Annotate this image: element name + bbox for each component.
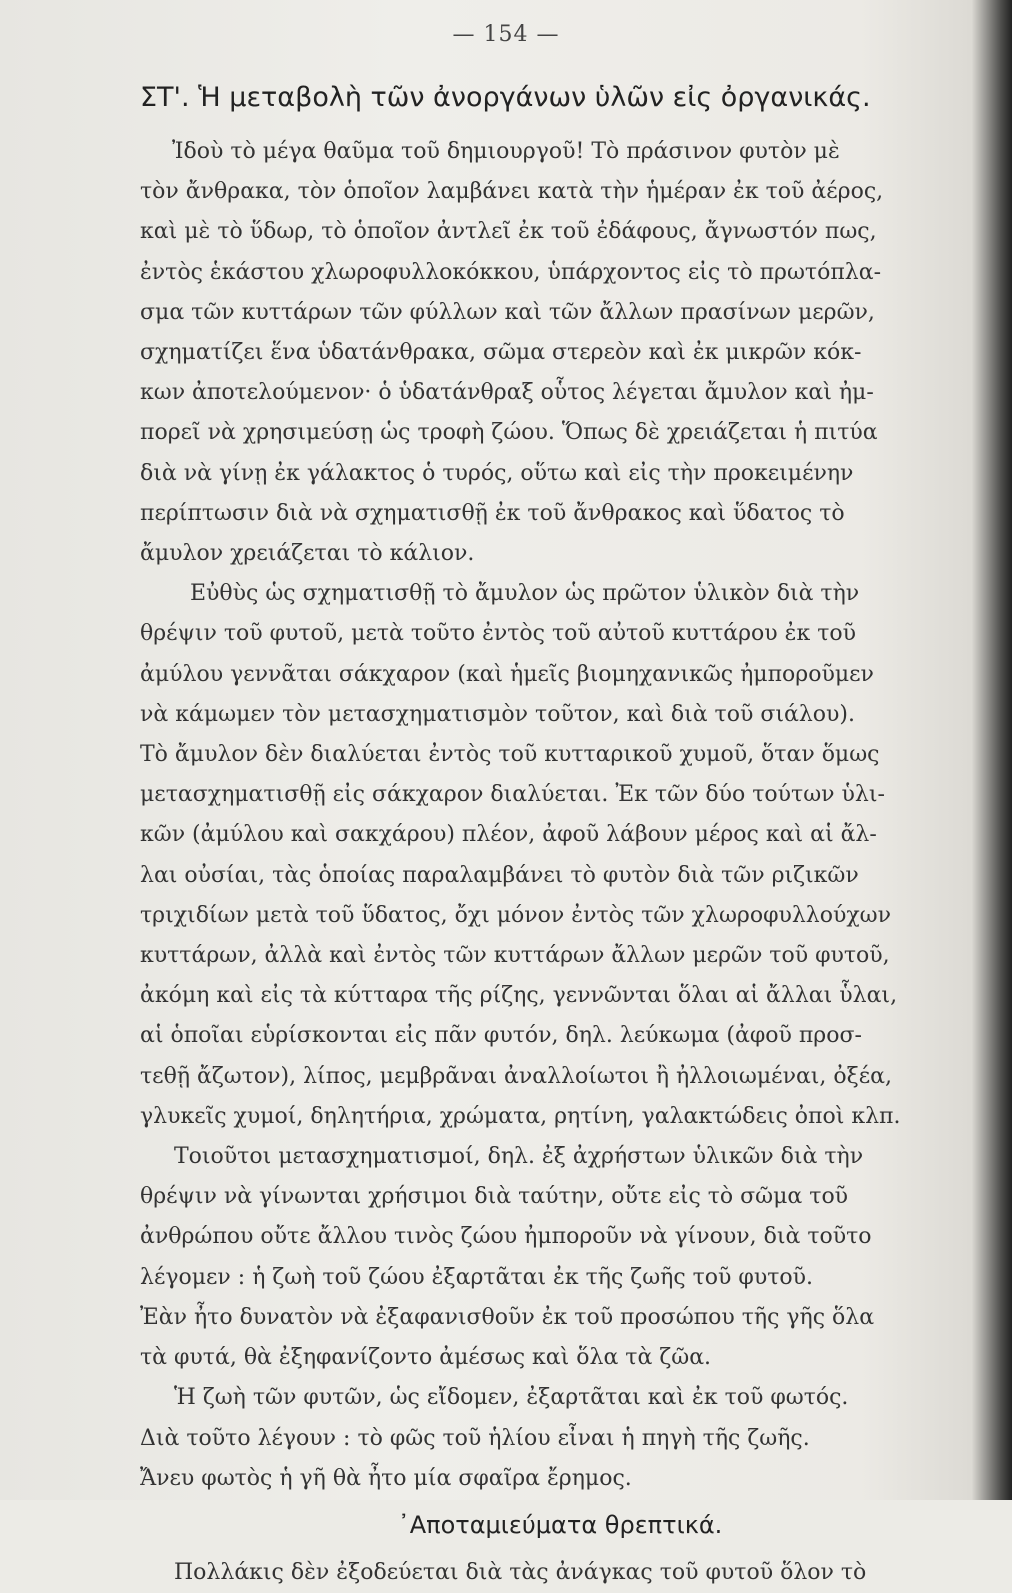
text-line: Ἰδοὺ τὸ μέγα θαῦμα τοῦ δημιουργοῦ! Τὸ πράσινον φυτὸν μὲ — [172, 139, 840, 164]
text-line: θρέψιν τοῦ φυτοῦ, μετὰ τοῦτο ἐντὸς τοῦ αὐτοῦ κυττάρου ἐκ τοῦ — [140, 621, 856, 647]
page-number: — 154 — — [452, 22, 560, 47]
text-line: Τὸ ἄμυλον δὲν διαλύεται ἐντὸς τοῦ κυτταρικοῦ χυμοῦ, ὅταν ὅμως — [140, 742, 880, 768]
text-line: τριχιδίων μετὰ τοῦ ὕδατος, ὄχι μόνον ἐντὸς τῶν χλωροφυλλούχων — [140, 902, 891, 928]
text-line: μετασχηματισθῇ εἰς σάκχαρον διαλύεται. Ἐκ τῶν δύο τούτων ὑλι- — [140, 782, 885, 808]
text-line: σμα τῶν κυττάρων τῶν φύλλων καὶ τῶν ἄλλων πρασίνων μερῶν, — [140, 299, 875, 325]
text-line: ἀμύλου γεννᾶται σάκχαρον (καὶ ἡμεῖς βιομηχανικῶς ἠμποροῦμεν — [140, 661, 874, 687]
body-text — [140, 132, 980, 1593]
text-line: κων ἀποτελούμενον· ὁ ὑδατάνθραξ οὗτος λέγεται ἄμυλον καὶ ἠμ- — [140, 380, 874, 406]
text-line: Πολλάκις δὲν ἐξοδεύεται διὰ τὰς ἀνάγκας τοῦ φυτοῦ ὅλον τὸ — [174, 1560, 867, 1586]
text-line: τὸν ἄνθρακα, τὸν ὁποῖον λαμβάνει κατὰ τὴν ἡμέραν ἐκ τοῦ ἀέρος, — [140, 179, 884, 205]
text-line: Ἄνευ φωτὸς ἡ γῆ θὰ ἦτο μία σφαῖρα ἔρημος. — [140, 1465, 632, 1491]
text-line: Τοιοῦτοι μετασχηματισμοί, δηλ. ἐξ ἀχρήστων ὑλικῶν διὰ τὴν — [174, 1144, 864, 1170]
text-line: τὰ φυτά, θὰ ἐξηφανίζοντο ἀμέσως καὶ ὅλα τὰ ζῶα. — [140, 1345, 712, 1371]
text-line: κῶν (ἀμύλου καὶ σακχάρου) πλέον, ἀφοῦ λάβουν μέρος καὶ αἱ ἄλ- — [140, 822, 877, 848]
text-line: λαι οὐσίαι, τὰς ὁποίας παραλαμβάνει τὸ φυτὸν διὰ τῶν ριζικῶν — [140, 862, 859, 888]
text-line: Ἡ ζωὴ τῶν φυτῶν, ὡς εἴδομεν, ἐξαρτᾶται καὶ ἐκ τοῦ φωτός. — [174, 1385, 849, 1411]
subheading: ᾿Αποταμιεύματα θρεπτικά. — [397, 1510, 723, 1539]
text-line: διὰ νὰ γίνῃ ἐκ γάλακτος ὁ τυρός, οὕτω καὶ εἰς τὴν προκειμένην — [140, 460, 854, 486]
text-line: καὶ μὲ τὸ ὕδωρ, τὸ ὁποῖον ἀντλεῖ ἐκ τοῦ ἐδάφους, ἄγνωστόν πως, — [140, 219, 877, 245]
text-line: ἀνθρώπου οὔτε ἄλλου τινὸς ζώου ἠμποροῦν νὰ γίνουν, διὰ τοῦτο — [140, 1224, 872, 1250]
text-line: Διὰ τοῦτο λέγουν : τὸ φῶς τοῦ ἡλίου εἶναι ἡ πηγὴ τῆς ζωῆς. — [140, 1425, 810, 1451]
text-line: θρέψιν νὰ γίνωνται χρήσιμοι διὰ ταύτην, οὔτε εἰς τὸ σῶμα τοῦ — [140, 1184, 849, 1210]
text-line: τεθῇ ἄζωτον), λίπος, μεμβρᾶναι ἀναλλοίωτοι ἢ ἠλλοιωμέναι, ὀξέα, — [140, 1063, 893, 1089]
text-line: κυττάρων, ἀλλὰ καὶ ἐντὸς τῶν κυττάρων ἄλλων μερῶν τοῦ φυτοῦ, — [140, 943, 890, 969]
text-line: σχηματίζει ἕνα ὑδατάνθρακα, σῶμα στερεὸν καὶ ἐκ μικρῶν κόκ- — [140, 340, 862, 366]
section-heading: ΣΤ'. Ἡ μεταβολὴ τῶν ἀνοργάνων ὑλῶν εἰς ὀργανικάς. — [140, 82, 871, 113]
text-line: γλυκεῖς χυμοί, δηλητήρια, χρώματα, ρητίνη, γαλακτώδεις ὀποὶ κλπ. — [140, 1103, 901, 1129]
text-line: Εὐθὺς ὡς σχηματισθῇ τὸ ἄμυλον ὡς πρῶτον ὑλικὸν διὰ τὴν — [190, 581, 860, 607]
text-line: ἐντὸς ἑκάστου χλωροφυλλοκόκκου, ὑπάρχοντος εἰς τὸ πρωτόπλα- — [140, 259, 882, 285]
text-line: νὰ κάμωμεν τὸν μετασχηματισμὸν τοῦτον, καὶ διὰ τοῦ σιάλου). — [140, 701, 855, 727]
text-line: ἀκόμη καὶ εἰς τὰ κύτταρα τῆς ρίζης, γεννῶνται ὅλαι αἱ ἄλλαι ὗλαι, — [140, 983, 898, 1009]
text-line: αἱ ὁποῖαι εὑρίσκονται εἰς πᾶν φυτόν, δηλ. λεύκωμα (ἀφοῦ προσ- — [140, 1023, 862, 1049]
text-line: ἄμυλον χρειάζεται τὸ κάλιον. — [140, 541, 475, 567]
text-line: περίπτωσιν διὰ νὰ σχηματισθῇ ἐκ τοῦ ἄνθρακος καὶ ὕδατος τὸ — [140, 500, 845, 526]
text-line: λέγομεν : ἡ ζωὴ τοῦ ζώου ἐξαρτᾶται ἐκ τῆς ζωῆς τοῦ φυτοῦ. — [140, 1264, 813, 1290]
text-line: Ἐὰν ἦτο δυνατὸν νὰ ἐξαφανισθοῦν ἐκ τοῦ προσώπου τῆς γῆς ὅλα — [140, 1304, 875, 1330]
text-line: πορεῖ νὰ χρησιμεύσῃ ὡς τροφὴ ζώου. Ὅπως δὲ χρειάζεται ἡ πιτύα — [140, 420, 878, 446]
